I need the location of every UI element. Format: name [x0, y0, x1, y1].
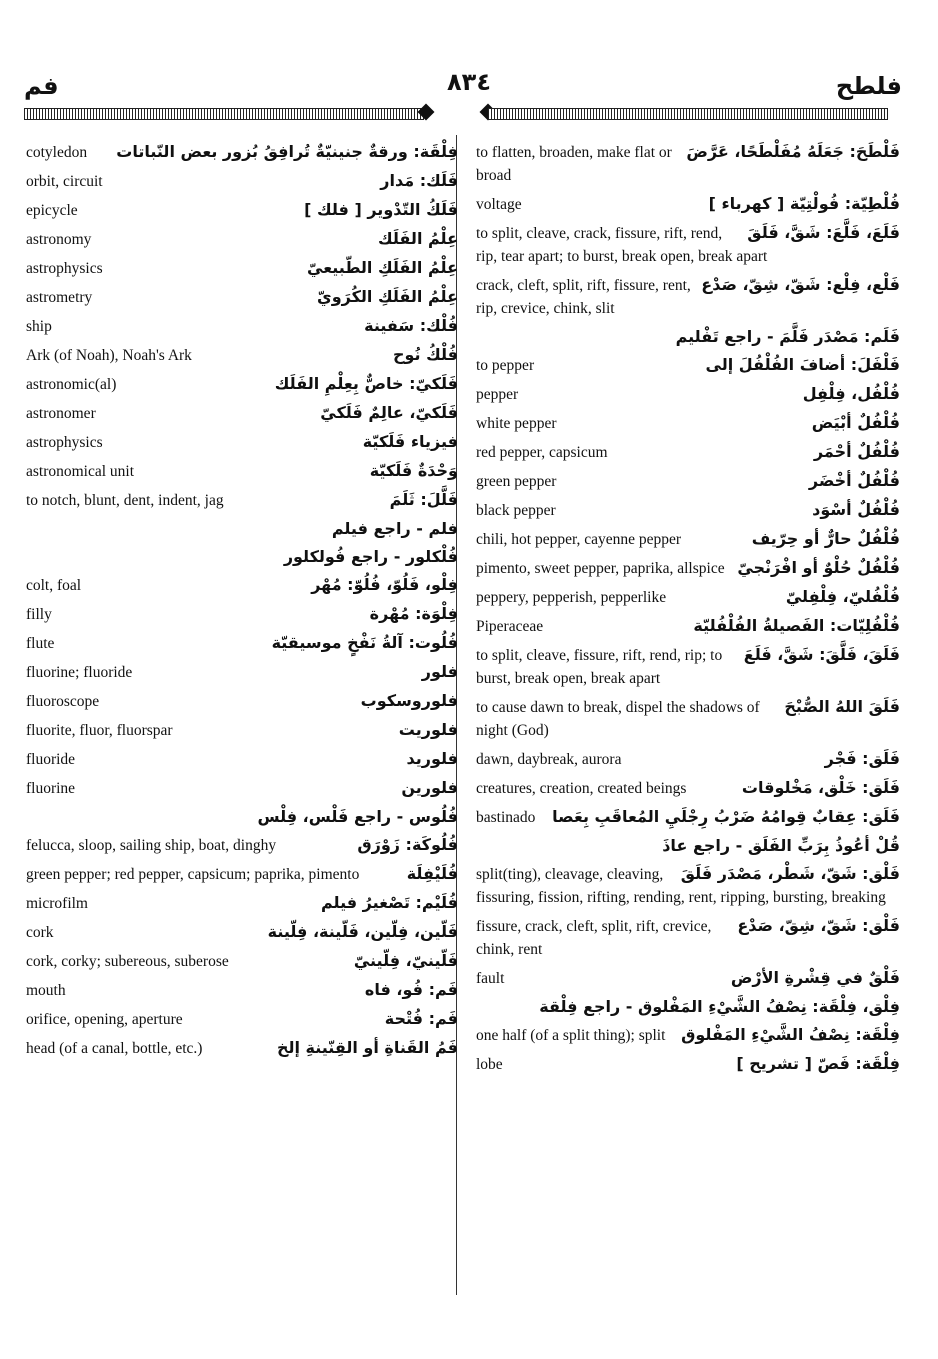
english-gloss: cotyledon: [26, 144, 88, 161]
english-gloss: peppery, pepperish, pepperlike: [476, 589, 667, 606]
english-gloss: green pepper; red pepper, capsicum; paprika, pimento: [26, 866, 360, 883]
arabic-headword: فَلَقَ اللهُ الصُّبْحَ: [784, 697, 900, 716]
arabic-headword: فلم - راجع فيلم: [331, 519, 458, 538]
dictionary-entry: [26, 687, 458, 716]
dictionary-entry: [476, 380, 900, 409]
left-column: [26, 138, 458, 1063]
english-gloss: pimento, sweet pepper, paprika, allspice: [476, 560, 725, 577]
english-gloss: Piperaceae: [476, 618, 544, 635]
arabic-headword: فَلْع، فِلْع: شَقّ، شِقّ، صَدْع: [701, 275, 900, 294]
dictionary-entry: [476, 1050, 900, 1079]
arabic-headword: فُلْفُلٌ أحْمَر: [813, 442, 900, 461]
english-gloss: bastinado: [476, 809, 536, 826]
dictionary-entry: [476, 860, 900, 912]
english-gloss: filly: [26, 606, 52, 623]
dictionary-entry: [26, 571, 458, 600]
arabic-headword: فَلْقٌ في قِشْرةِ الأرْض: [730, 968, 900, 987]
dictionary-entry: [26, 543, 458, 571]
arabic-headword: فُلَيْفِلَة: [406, 864, 458, 883]
arabic-headword: فَم: فُتْحة: [384, 1009, 458, 1028]
english-gloss: to split, cleave, fissure, rift, rend, rip; to burst, break open, break apart: [476, 647, 723, 687]
arabic-headword: فَلّين، فِلّين، فَلّينة، فِلّينة: [267, 922, 458, 941]
dictionary-entry: [26, 515, 458, 543]
english-gloss: fluorine; fluoride: [26, 664, 133, 681]
english-gloss: cork, corky; subereous, suberose: [26, 953, 229, 970]
arabic-headword: فلوريت: [398, 720, 458, 739]
english-gloss: astronomy: [26, 231, 92, 248]
english-gloss: ship: [26, 318, 52, 335]
english-gloss: epicycle: [26, 202, 78, 219]
arabic-headword: فلوروسكوب: [360, 691, 458, 710]
dictionary-entry: [26, 138, 458, 167]
arabic-headword: فَلَكيّ، عالِمٌ فَلَكيّ: [320, 403, 458, 422]
dictionary-entry: [476, 496, 900, 525]
header-rule-right: [488, 108, 888, 120]
dictionary-entry: [26, 600, 458, 629]
arabic-headword: عِلْمُ الفَلَك: [377, 229, 458, 248]
arabic-headword: فَلْفَلَ: أضافَ الفُلْفُلَ إلى: [705, 355, 900, 374]
dictionary-entry: [26, 774, 458, 803]
english-gloss: white pepper: [476, 415, 557, 432]
dictionary-entry: [476, 641, 900, 693]
dictionary-entry: [26, 370, 458, 399]
dictionary-entry: [476, 803, 900, 832]
english-gloss: to split, cleave, crack, fissure, rift, rend, rip, tear apart; to burst, break open, break apart: [476, 225, 768, 265]
arabic-headword: فُلْطِيّة: فُولْتِيّة [ كهرباء ]: [708, 194, 900, 213]
arabic-headword: فِلْق، فِلْقَة: نِصْفُ الشَّيْءِ المَفْلوق - راجع فِلْقة: [539, 997, 900, 1016]
dictionary-entry: [26, 457, 458, 486]
arabic-headword: فَلْق: شَقّ، شَطْر، مَصْدَر فَلَقَ: [680, 864, 900, 883]
arabic-headword: فَلَّلَ: ثَلَمَ: [389, 490, 458, 509]
arabic-headword: فُلْفُلٌ أخْضَر: [808, 471, 900, 490]
arabic-headword: فَلْطَحَ: جَعَلَهُ مُفَلْطَحًا، عَرَّضَ: [686, 142, 900, 161]
english-gloss: head (of a canal, bottle, etc.): [26, 1040, 203, 1057]
arabic-headword: عِلْمُ الفَلَكِ الكُرَويّ: [317, 287, 458, 306]
english-gloss: to cause dawn to break, dispel the shadows of night (God): [476, 699, 760, 739]
english-gloss: crack, cleft, split, rift, fissure, rent, rip, crevice, chink, slit: [476, 277, 691, 317]
dictionary-entry: [476, 912, 900, 964]
dictionary-entry: [476, 774, 900, 803]
english-gloss: to pepper: [476, 357, 535, 374]
arabic-headword: فَلَق: عِقابٌ قِوامُهُ ضَرْبُ رِجْلَيِ المُعاقَبِ بِعَصا: [552, 807, 900, 826]
arabic-headword: فِلْو، فَلُوّ، فُلُوّ: مُهْر: [311, 575, 458, 594]
arabic-headword: فُلْفُلٌ أبْيَض: [811, 413, 900, 432]
dictionary-entry: [476, 190, 900, 219]
english-gloss: orifice, opening, aperture: [26, 1011, 183, 1028]
dictionary-entry: [476, 351, 900, 380]
page-header: [0, 60, 938, 130]
dictionary-entry: [476, 993, 900, 1021]
dictionary-entry: [476, 554, 900, 583]
english-gloss: microfilm: [26, 895, 88, 912]
arabic-headword: فُلْكُ نُوح: [392, 345, 458, 364]
dictionary-entry: [476, 525, 900, 554]
dictionary-entry: [26, 831, 458, 860]
dictionary-entry: [26, 312, 458, 341]
arabic-headword: فَلَم: مَصْدَر فَلَّمَ - راجع تَفْليم: [675, 327, 900, 346]
dictionary-entry: [476, 612, 900, 641]
arabic-headword: فُلْفُليّ، فِلْفِليّ: [785, 587, 900, 606]
dictionary-entry: [26, 341, 458, 370]
english-gloss: fault: [476, 970, 505, 987]
arabic-headword: فَمُ القَناةِ أو القِنّينةِ إلخ: [276, 1038, 458, 1057]
arabic-headword: فُلْفُلِيّات: الفَصيلةُ الفُلْفُليّة: [693, 616, 900, 635]
english-gloss: to notch, blunt, dent, indent, jag: [26, 492, 224, 509]
dictionary-entry: [26, 803, 458, 831]
arabic-headword: فيزياء فَلَكيّة: [362, 432, 458, 451]
dictionary-entry: [26, 254, 458, 283]
dictionary-entry: [26, 716, 458, 745]
arabic-headword: فَلَق: خَلْق، مَخْلوقات: [741, 778, 900, 797]
arabic-headword: فُلُوت: آلةُ نَفْخٍ موسيقيّة: [271, 633, 458, 652]
english-gloss: flute: [26, 635, 55, 652]
dictionary-entry: [26, 889, 458, 918]
english-gloss: split(ting), cleavage, cleaving, fissuring, fission, rifting, rending, rent, ripping, bursting, breaking: [476, 866, 886, 906]
english-gloss: astronomical unit: [26, 463, 135, 480]
dictionary-entry: [26, 486, 458, 515]
english-gloss: one half (of a split thing); split: [476, 1027, 666, 1044]
english-gloss: orbit, circuit: [26, 173, 103, 190]
arabic-headword: فَلَعَ، فَلَّعَ: شَقَّ، فَلَقَ: [747, 223, 900, 242]
dictionary-entry: [476, 271, 900, 323]
arabic-headword: فُلَيْم: تَصْغيرُ فيلم: [321, 893, 458, 912]
page-number: ٨٣٤: [447, 68, 491, 96]
english-gloss: pepper: [476, 386, 519, 403]
english-gloss: astronomic(al): [26, 376, 117, 393]
dictionary-entry: [476, 138, 900, 190]
english-gloss: astronomer: [26, 405, 96, 422]
dictionary-entry: [26, 399, 458, 428]
arabic-headword: فَلْق: شَقّ، شِقّ، صَدْع: [737, 916, 900, 935]
english-gloss: lobe: [476, 1056, 503, 1073]
arabic-headword: فلورين: [401, 778, 458, 797]
arabic-headword: قُلْ أعُوذُ بِرَبِّ الفَلَق - راجع عاذَ: [662, 836, 900, 855]
english-gloss: green pepper: [476, 473, 557, 490]
right-column: [476, 138, 900, 1079]
english-gloss: astrophysics: [26, 434, 103, 451]
arabic-headword: فَم: فُو، فاه: [364, 980, 458, 999]
arabic-headword: فُلُوس - راجع فَلْس، فِلْس: [257, 807, 458, 826]
dictionary-entry: [26, 918, 458, 947]
dictionary-entry: [26, 658, 458, 687]
arabic-headword: فُلْفُلٌ حارٌّ أو حِرّيف: [751, 529, 900, 548]
dictionary-entry: [476, 323, 900, 351]
english-gloss: creatures, creation, created beings: [476, 780, 687, 797]
arabic-headword: فَلَك: مَدار: [380, 171, 458, 190]
dictionary-entry: [26, 745, 458, 774]
english-gloss: fluoroscope: [26, 693, 100, 710]
dictionary-entry: [26, 976, 458, 1005]
dictionary-entry: [26, 167, 458, 196]
english-gloss: to flatten, broaden, make flat or broad: [476, 144, 672, 184]
arabic-headword: فُلْفُلٌ أسْوَد: [812, 500, 900, 519]
arabic-headword: فَلَكيّ: خاصٌّ بِعِلْمِ الفَلَك: [274, 374, 458, 393]
arabic-headword: فُلْفُلٌ حُلْوٌ أو افْرَنْجيّ: [737, 558, 900, 577]
dictionary-entry: [26, 1034, 458, 1063]
arabic-headword: فَلَق: فَجْر: [824, 749, 900, 768]
english-gloss: black pepper: [476, 502, 556, 519]
arabic-headword: فِلْقَة: ورقةٌ جنينيّةٌ تُرافِقُ بُزور بعض النّباتات: [116, 142, 458, 161]
guide-word-right: فلطح: [835, 72, 902, 100]
english-gloss: chili, hot pepper, cayenne pepper: [476, 531, 682, 548]
dictionary-entry: [476, 745, 900, 774]
dictionary-entry: [476, 1021, 900, 1050]
english-gloss: felucca, sloop, sailing ship, boat, dinghy: [26, 837, 277, 854]
arabic-headword: فلور: [421, 662, 458, 681]
dictionary-entry: [476, 409, 900, 438]
arabic-headword: فُلُوكَة: زَوْرَق: [357, 835, 458, 854]
arabic-headword: فِلْقَة: نِصْفُ الشَّيْءِ المَفْلوق: [681, 1025, 900, 1044]
dictionary-entry: [476, 219, 900, 271]
arabic-headword: فُلْك: سَفينة: [364, 316, 458, 335]
arabic-headword: عِلْمُ الفَلَكِ الطّبيعيّ: [307, 258, 458, 277]
dictionary-entry: [476, 832, 900, 860]
arabic-headword: فُلْفُل، فِلْفِل: [802, 384, 900, 403]
dictionary-entry: [26, 1005, 458, 1034]
guide-word-left: فم: [24, 72, 59, 100]
english-gloss: red pepper, capsicum: [476, 444, 608, 461]
arabic-headword: فِلْقَة: فَصّ [ تشريح ]: [736, 1054, 900, 1073]
arabic-headword: فَلّينيّ، فِلّينيّ: [353, 951, 458, 970]
dictionary-entry: [26, 225, 458, 254]
english-gloss: dawn, daybreak, aurora: [476, 751, 622, 768]
english-gloss: Ark (of Noah), Noah's Ark: [26, 347, 192, 364]
english-gloss: mouth: [26, 982, 66, 999]
dictionary-entry: [476, 693, 900, 745]
english-gloss: voltage: [476, 196, 522, 213]
dictionary-entry: [26, 428, 458, 457]
dictionary-entry: [476, 964, 900, 993]
arabic-headword: وَحْدَةٌ فَلَكيّة: [369, 461, 458, 480]
english-gloss: cork: [26, 924, 54, 941]
english-gloss: fluorite, fluor, fluorspar: [26, 722, 173, 739]
arabic-headword: فَلَقَ، فَلَّقَ: شَقَّ، فَلَعَ: [743, 645, 900, 664]
arabic-headword: فِلْوَة: مُهْرة: [369, 604, 458, 623]
english-gloss: astrophysics: [26, 260, 103, 277]
dictionary-entry: [26, 196, 458, 225]
english-gloss: colt, foal: [26, 577, 82, 594]
english-gloss: astrometry: [26, 289, 93, 306]
dictionary-entry: [26, 629, 458, 658]
english-gloss: fissure, crack, cleft, split, rift, crevice, chink, rent: [476, 918, 712, 958]
dictionary-entry: [26, 947, 458, 976]
dictionary-entry: [476, 467, 900, 496]
header-rule-left: [24, 108, 424, 120]
dictionary-entry: [476, 438, 900, 467]
dictionary-entry: [26, 283, 458, 312]
english-gloss: fluorine: [26, 780, 76, 797]
arabic-headword: فُلْكلور - راجع فُولكلور: [283, 547, 458, 566]
dictionary-entry: [476, 583, 900, 612]
dictionary-entry: [26, 860, 458, 889]
arabic-headword: فَلَكُ التّدْوير [ فلك ]: [304, 200, 458, 219]
arabic-headword: فلوريد: [406, 749, 458, 768]
english-gloss: fluoride: [26, 751, 76, 768]
